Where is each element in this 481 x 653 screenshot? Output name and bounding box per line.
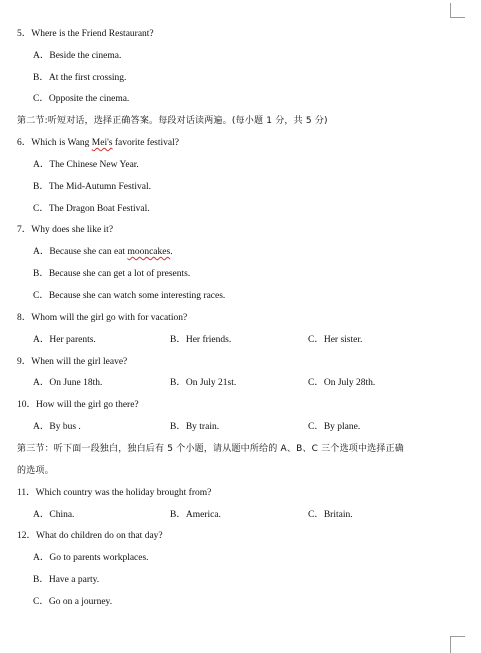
question-6-stem-start: 6．Which is Wang	[17, 138, 92, 148]
question-6-stem	[17, 137, 179, 149]
question-5-option-b: B．At the first crossing.	[33, 73, 127, 83]
question-6-option-c: C．The Dragon Boat Festival.	[33, 204, 150, 214]
page-corner-mark-top	[450, 3, 465, 18]
question-10-options	[33, 421, 360, 433]
question-6-option-a: A．The Chinese New Year.	[33, 160, 139, 170]
question-7-option-a	[33, 246, 173, 258]
section-2-instructions: 第二节:听短对话，选择正确答案。每段对话读两遍。(每小题 1 分，共 5 分)	[17, 116, 328, 126]
question-11-option-a: A．China.	[33, 510, 75, 520]
question-11-options	[33, 509, 353, 521]
question-8-stem: 8．Whom will the girl go with for vacation?	[17, 313, 188, 323]
question-9-stem: 9．When will the girl leave?	[17, 357, 128, 367]
question-12-stem: 12．What do children do on that day?	[17, 531, 163, 541]
question-5-option-c: C．Opposite the cinema.	[33, 94, 130, 104]
question-8-option-b: B．Her friends.	[170, 335, 232, 345]
question-8-option-a: A．Her parents.	[33, 335, 96, 345]
page-corner-mark-bottom	[450, 636, 465, 653]
question-6-option-b: B．The Mid-Autumn Festival.	[33, 182, 151, 192]
question-11-stem: 11．Which country was the holiday brought from?	[17, 488, 212, 498]
question-10-option-b: B．By train.	[170, 422, 220, 432]
question-6-stem-end: favorite festival?	[112, 138, 179, 148]
question-10-stem: 10．How will the girl go there?	[17, 400, 139, 410]
question-10-option-a: A．By bus .	[33, 422, 81, 432]
question-8-option-c: C．Her sister.	[308, 335, 363, 345]
question-5-stem: 5．Where is the Friend Restaurant?	[17, 29, 154, 39]
question-7-option-a-start: A．Because she can eat	[33, 247, 128, 257]
question-7-stem: 7．Why does she like it?	[17, 225, 114, 235]
question-10-option-c: C．By plane.	[308, 422, 361, 432]
question-8-options	[33, 334, 362, 346]
spellcheck-word: Mei's	[91, 138, 113, 148]
question-7-option-c: C．Because she can watch some interesting races.	[33, 291, 226, 301]
question-7-option-a-end: .	[170, 247, 173, 257]
section-3-instructions-line-1: 第三节：听下面一段独白，独白后有 5 个小题，请从题中所给的 A、B、C 三个选项中选择正确	[17, 444, 404, 454]
question-9-options	[33, 377, 375, 389]
question-5-option-a: A．Beside the cinema.	[33, 51, 122, 61]
question-9-option-b: B．On July 21st.	[170, 378, 237, 388]
spellcheck-word: mooncakes	[127, 247, 171, 257]
question-7-option-b: B．Because she can get a lot of presents.	[33, 269, 191, 279]
question-12-option-c: C．Go on a journey.	[33, 597, 113, 607]
question-9-option-c: C．On July 28th.	[308, 378, 376, 388]
question-12-option-a: A．Go to parents workplaces.	[33, 553, 149, 563]
section-3-instructions-line-2: 的选项。	[17, 466, 54, 476]
question-11-option-c: C．Britain.	[308, 510, 353, 520]
question-9-option-a: A．On June 18th.	[33, 378, 103, 388]
question-11-option-b: B．America.	[170, 510, 221, 520]
question-12-option-b: B．Have a party.	[33, 575, 100, 585]
